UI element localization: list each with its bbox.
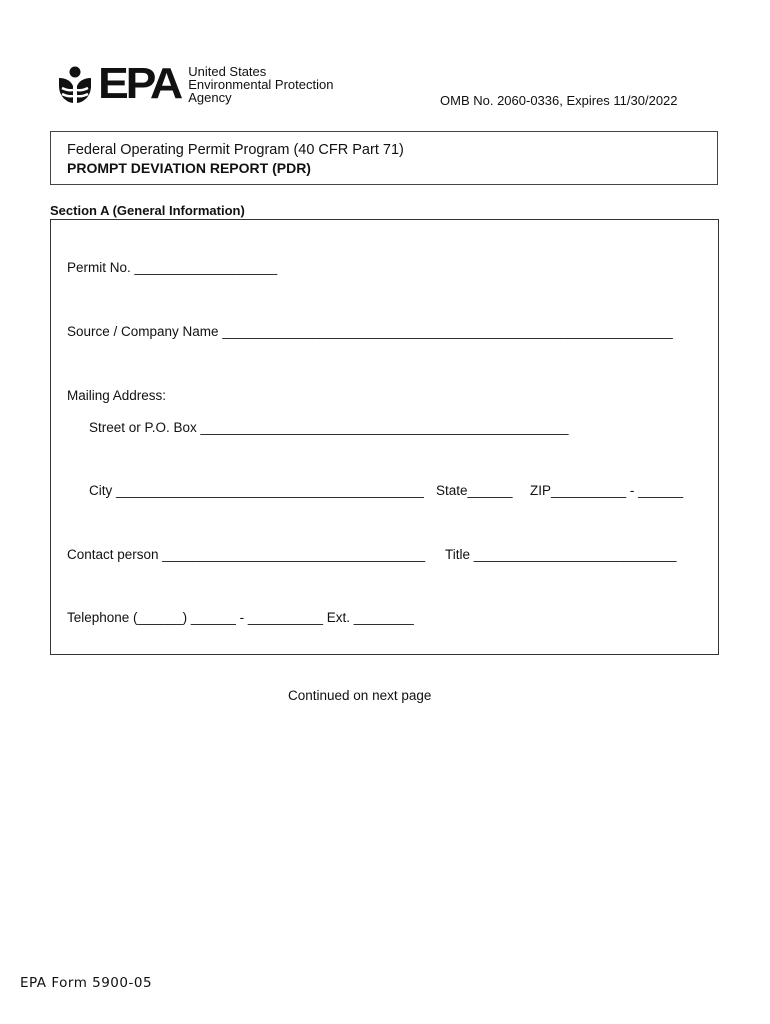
source-company-field[interactable]: Source / Company Name ____________________________________________________________ [67,324,673,339]
epa-logo [56,59,334,108]
form-title-box [50,131,718,185]
street-field[interactable]: Street or P.O. Box _________________________________________________ [89,420,569,435]
agency-name [188,65,333,104]
title-field[interactable]: Title ___________________________ [445,547,677,562]
program-title: Federal Operating Permit Program (40 CFR Part 71) [67,142,404,158]
epa-flower-icon [56,64,94,104]
form-number: EPA Form 5900-05 [20,975,153,991]
agency-line-2: Environmental Protection [188,76,334,92]
city-field[interactable]: City _________________________________________ [89,483,424,498]
telephone-field[interactable]: Telephone (______) ______ - __________ Ext. ________ [67,610,414,625]
zip-field[interactable]: ZIP__________ - ______ [530,483,684,498]
section-a-box [50,219,719,655]
agency-line-1: United States [188,63,267,79]
mailing-address-label: Mailing Address: [67,388,167,403]
permit-no-field[interactable]: Permit No. ___________________ [67,260,278,275]
continued-note: Continued on next page [288,688,432,703]
section-a-heading: Section A (General Information) [50,203,245,218]
agency-line-3: Agency [188,89,232,105]
contact-person-field[interactable]: Contact person ___________________________________ [67,547,426,562]
state-field[interactable]: State______ [436,483,513,498]
epa-wordmark: EPA [98,59,181,108]
omb-number: OMB No. 2060-0336, Expires 11/30/2022 [440,93,678,108]
report-title: PROMPT DEVIATION REPORT (PDR) [67,160,311,176]
